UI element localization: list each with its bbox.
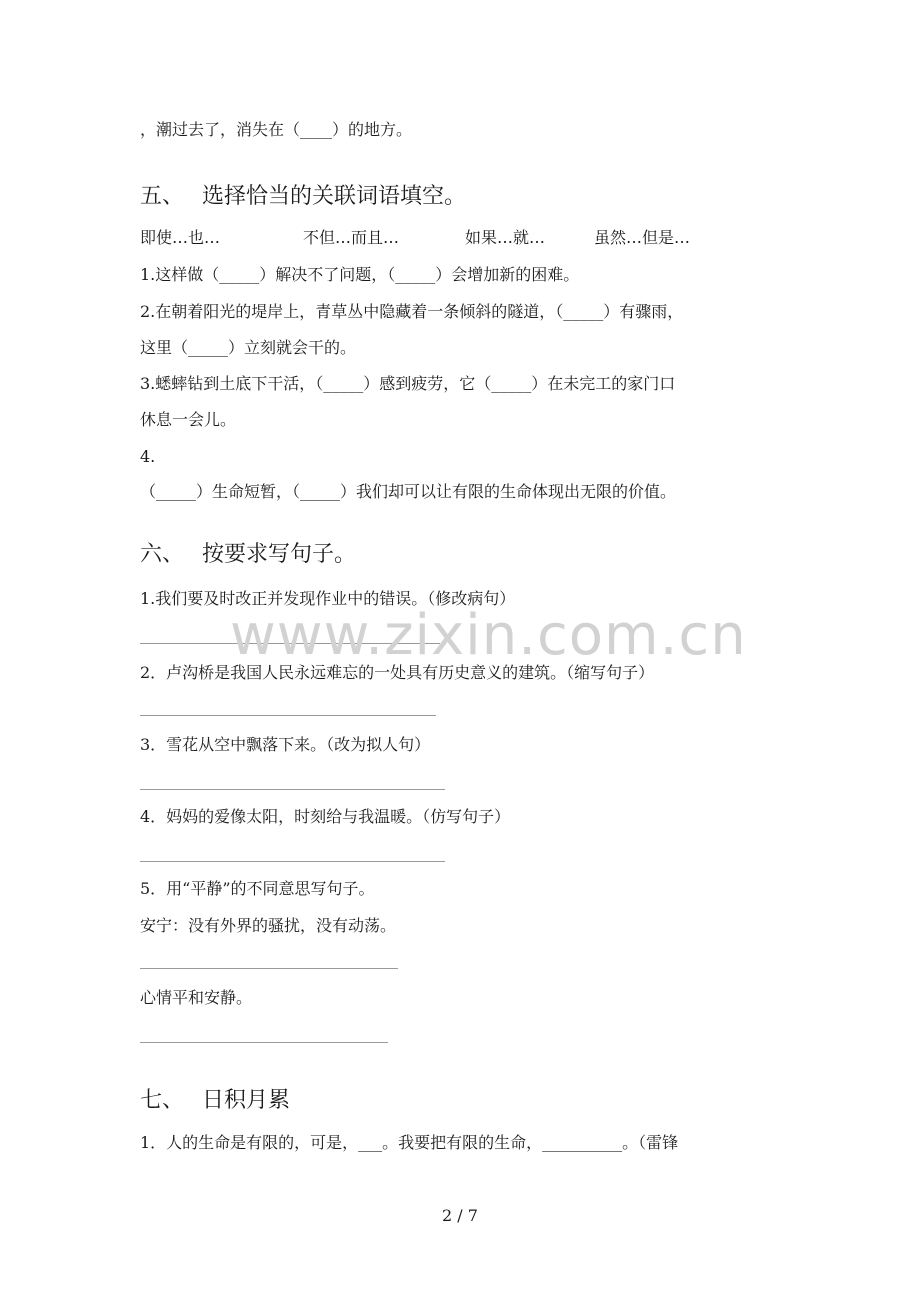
s6-question-4: 4．妈妈的爱像太阳，时刻给与我温暖。（仿写句子） — [140, 807, 511, 826]
s5-question-3-line2: 休息一会儿。 — [140, 410, 237, 429]
answer-line-5a[interactable] — [140, 968, 398, 969]
s5-question-1: 1.这样做（_____）解决不了问题，（_____）会增加新的困难。 — [140, 265, 580, 284]
section6-number: 六、 — [140, 542, 185, 567]
section5-heading — [140, 183, 466, 211]
section7-number: 七、 — [140, 1088, 185, 1113]
answer-line-1[interactable] — [140, 643, 440, 644]
s6-question-5-meaning-a: 安宁：没有外界的骚扰，没有动荡。 — [140, 916, 397, 935]
top-line: ，潮过去了，消失在（____）的地方。 — [140, 120, 413, 139]
watermark: www.zixin.com.cn — [230, 603, 747, 668]
s5-question-3-line1: 3.蟋蟀钻到土底下干活，（_____）感到疲劳，它（_____）在未完工的家门口 — [140, 374, 676, 393]
s6-question-5-meaning-b: 心情平和安静。 — [140, 988, 253, 1007]
s5-question-2-line1: 2.在朝着阳光的堤岸上，青草丛中隐藏着一条倾斜的隧道，（_____）有骤雨， — [140, 302, 684, 321]
s6-question-1: 1.我们要及时改正并发现作业中的错误。（修改病句） — [140, 589, 516, 608]
answer-line-2[interactable] — [140, 715, 436, 716]
s6-question-2: 2．卢沟桥是我国人民永远难忘的一处具有历史意义的建筑。（缩写句子） — [140, 663, 655, 682]
section6-heading — [140, 541, 356, 569]
section7-title: 日积月累 — [202, 1088, 291, 1113]
section5-number: 五、 — [140, 184, 185, 209]
option-2: 不但…而且… — [303, 228, 400, 247]
answer-line-3[interactable] — [140, 789, 445, 790]
section6-title: 按要求写句子。 — [202, 542, 357, 567]
s5-question-2-line2: 这里（_____）立刻就会干的。 — [140, 338, 357, 357]
option-3: 如果…就… — [465, 228, 546, 247]
answer-line-5b[interactable] — [140, 1042, 388, 1043]
s5-question-4-line1: 4. — [140, 447, 156, 466]
s5-question-4-line2: （_____）生命短暂，（_____）我们却可以让有限的生命体现出无限的价值。 — [140, 482, 677, 501]
s6-question-5: 5．用“平静”的不同意思写句子。 — [140, 879, 375, 898]
section5-title: 选择恰当的关联词语填空。 — [202, 184, 467, 209]
option-1: 即使…也… — [140, 228, 221, 247]
answer-line-4[interactable] — [140, 861, 445, 862]
section7-heading — [140, 1087, 290, 1115]
s7-question-1: 1．人的生命是有限的，可是，___。我要把有限的生命，__________。（雷锋 — [140, 1133, 679, 1152]
page-number: 2 / 7 — [442, 1206, 478, 1225]
s6-question-3: 3．雪花从空中飘落下来。（改为拟人句） — [140, 735, 431, 754]
option-4: 虽然…但是… — [594, 228, 691, 247]
